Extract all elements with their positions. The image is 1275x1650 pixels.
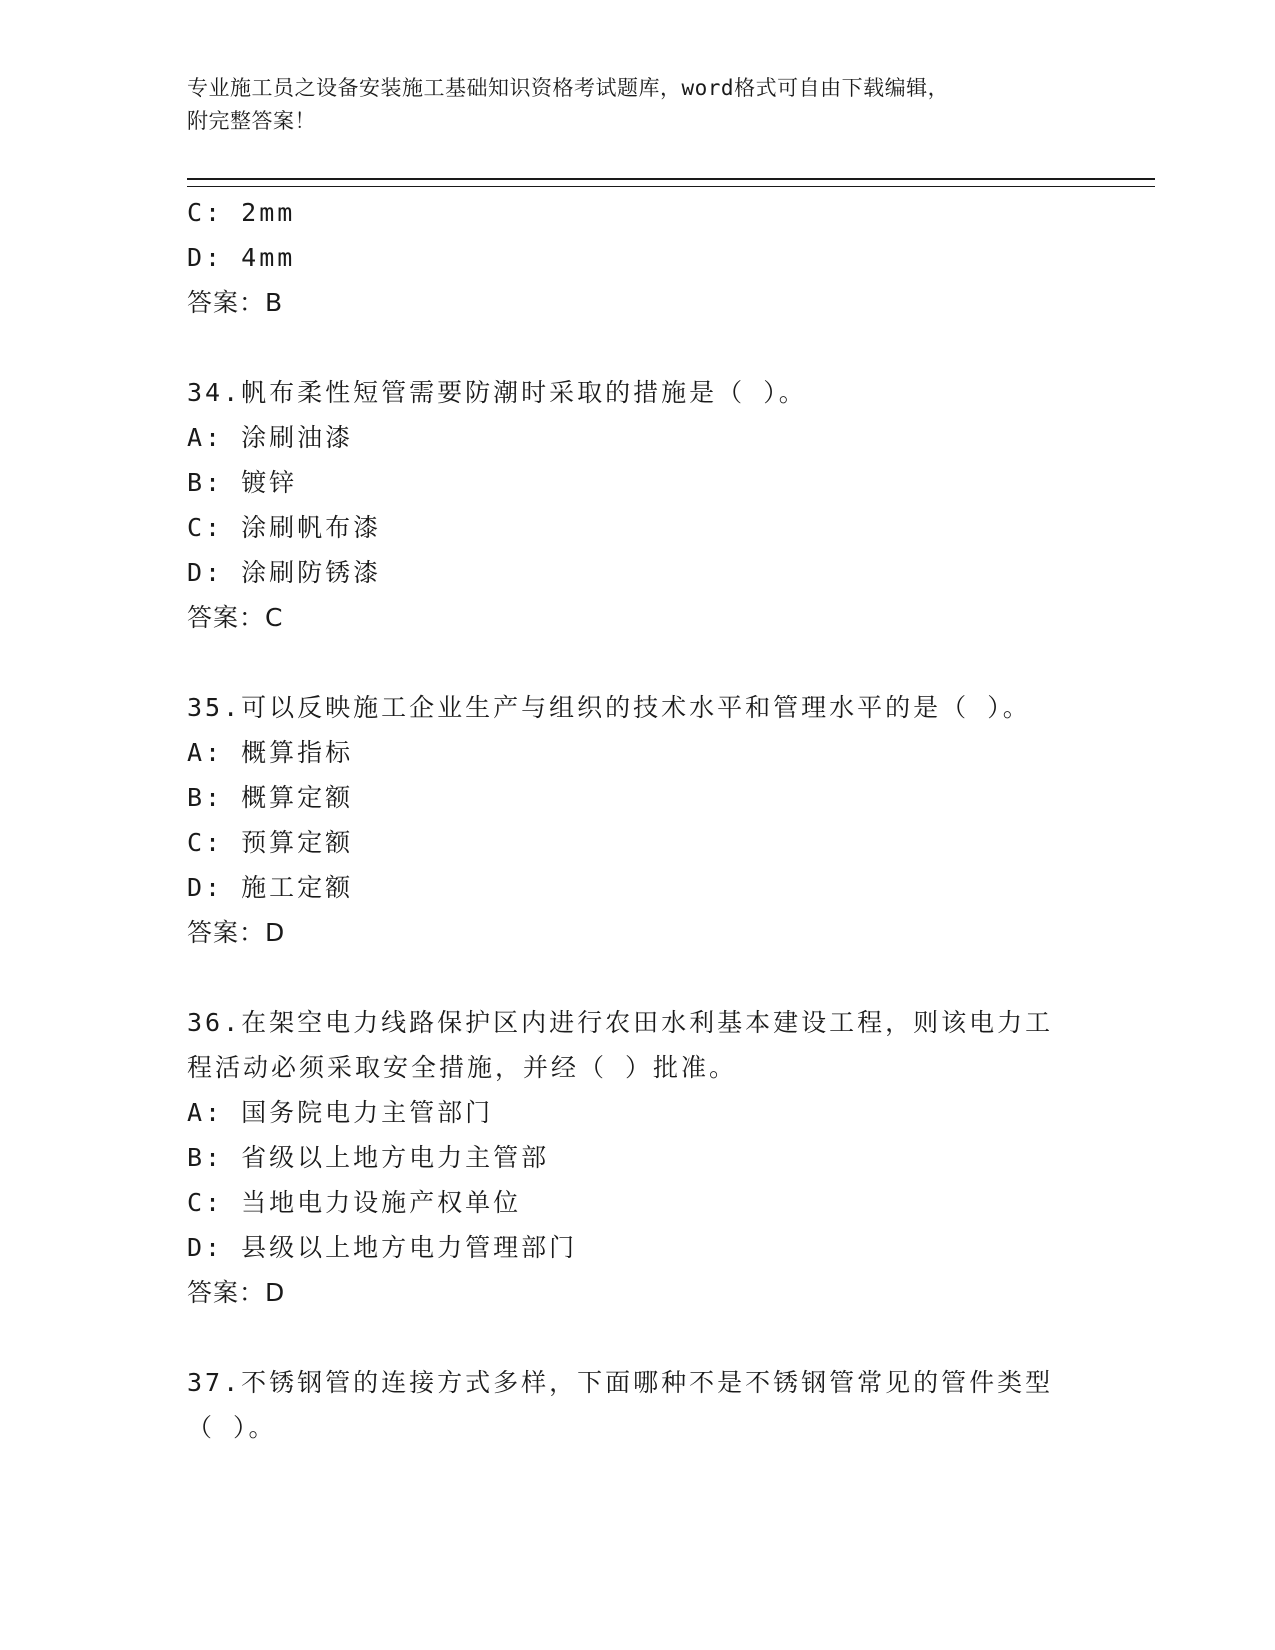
option-d: D: 县级以上地方电力管理部门 (187, 1233, 578, 1262)
question-35 (187, 685, 1087, 955)
option-a: A: 概算指标 (187, 738, 354, 767)
question-37 (187, 1360, 1087, 1450)
question-stem-line-1: 37.不锈钢管的连接方式多样，下面哪种不是不锈钢管常见的管件类型 (187, 1368, 1054, 1397)
option-a: A: 涂刷油漆 (187, 423, 354, 452)
question-stem-line-2: 程活动必须采取安全措施，并经（ ）批准。 (187, 1053, 738, 1082)
question-34 (187, 370, 1087, 640)
question-list (187, 190, 1087, 1450)
page-header (187, 72, 1067, 138)
option-d: D: 涂刷防锈漆 (187, 558, 382, 587)
header-divider (187, 178, 1155, 187)
option-d: D: 施工定额 (187, 873, 354, 902)
spacer (187, 955, 1087, 1000)
question-stem-line-1: 36.在架空电力线路保护区内进行农田水利基本建设工程，则该电力工 (187, 1008, 1054, 1037)
option-b: B: 概算定额 (187, 783, 354, 812)
header-line-1: 专业施工员之设备安装施工基础知识资格考试题库，word格式可自由下载编辑， (187, 76, 950, 100)
spacer (187, 325, 1087, 370)
header-line-2: 附完整答案！ (187, 109, 316, 133)
option-d: D: 4mm (187, 243, 296, 272)
option-b: B: 镀锌 (187, 468, 298, 497)
option-a: A: 国务院电力主管部门 (187, 1098, 494, 1127)
question-33-tail (187, 190, 1087, 325)
option-c: C: 当地电力设施产权单位 (187, 1188, 522, 1217)
question-36 (187, 1000, 1087, 1315)
answer: 答案：D (187, 1278, 286, 1307)
answer: 答案：B (187, 288, 284, 317)
option-c: C: 涂刷帆布漆 (187, 513, 382, 542)
answer: 答案：D (187, 918, 286, 947)
option-c: C: 预算定额 (187, 828, 354, 857)
question-stem: 34.帆布柔性短管需要防潮时采取的措施是（ ）。 (187, 378, 807, 407)
answer: 答案：C (187, 603, 284, 632)
question-stem-line-2: （ ）。 (187, 1413, 277, 1442)
option-c: C: 2mm (187, 198, 296, 227)
option-b: B: 省级以上地方电力主管部 (187, 1143, 550, 1172)
question-stem: 35.可以反映施工企业生产与组织的技术水平和管理水平的是（ ）。 (187, 693, 1031, 722)
spacer (187, 640, 1087, 685)
spacer (187, 1315, 1087, 1360)
